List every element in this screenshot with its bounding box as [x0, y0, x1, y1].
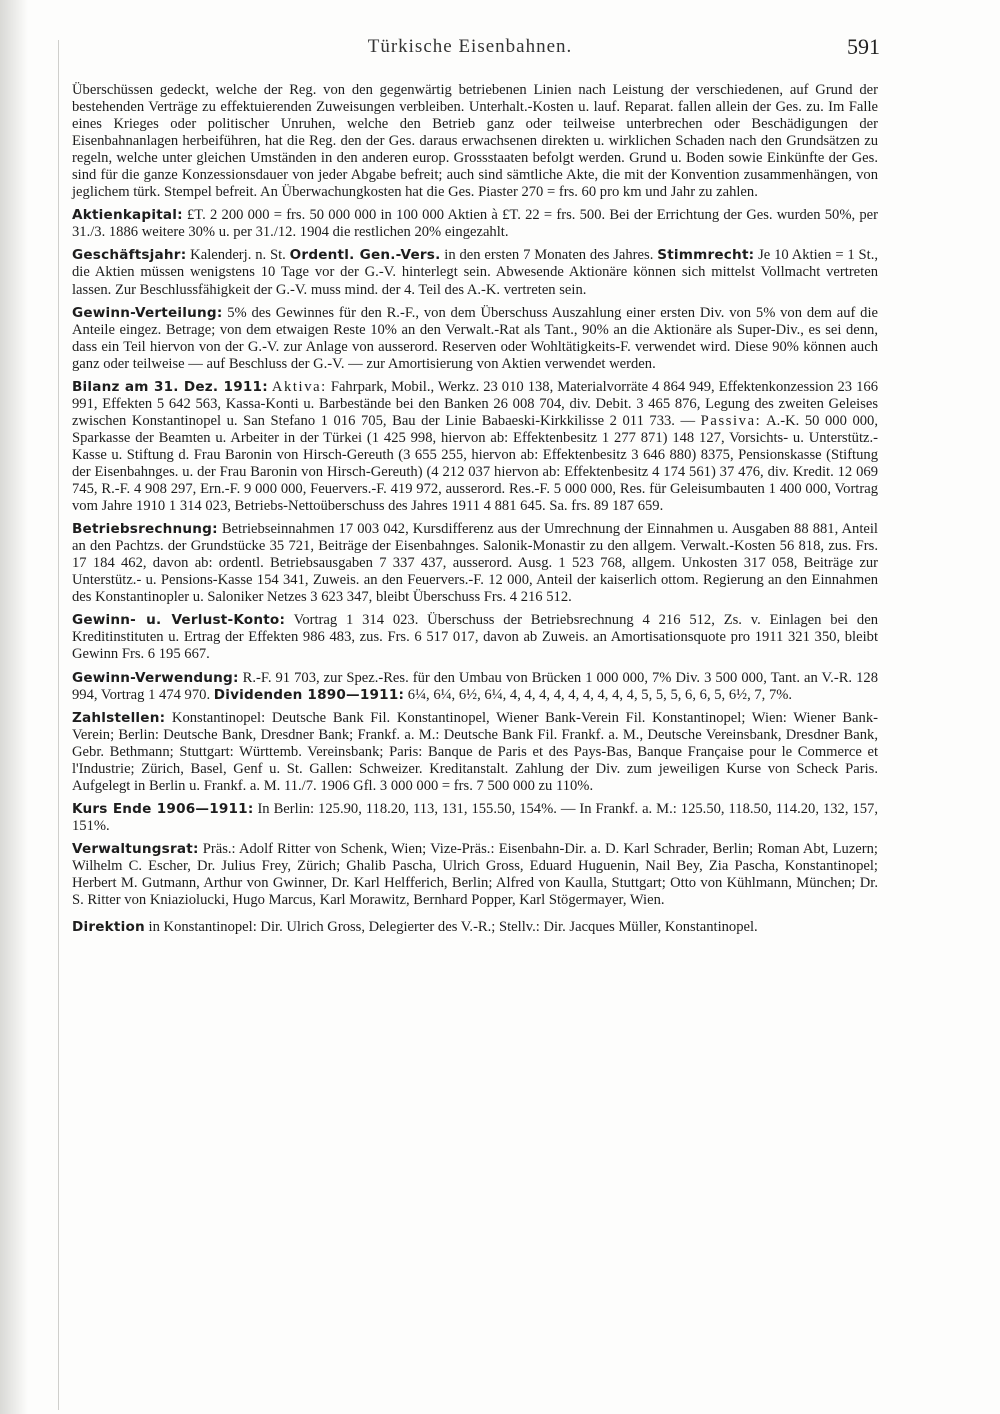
page-number: 591	[847, 34, 880, 59]
dividenden-text: 6¼, 6¼, 6½, 6¼, 4, 4, 4, 4, 4, 4, 4, 4, 4, 5, 5, 5, 6, 6, 5, 6½, 7, 7%.	[404, 686, 793, 703]
aktienkapital-label: Aktienkapital:	[72, 207, 183, 224]
gewinn-verlust-paragraph	[72, 612, 878, 663]
stimmrecht-label: Stimmrecht:	[657, 247, 755, 264]
bilanz-label: Bilanz am 31. Dez. 1911:	[72, 378, 268, 395]
betriebsrechnung-text: Betriebseinnahmen 17 003 042, Kursdifferenz aus der Umrechnung der Einnahmen u. Ausgaben 88 881, Anteil an den Pachtzs. der Grundstücke 35 721, Beiträge der Eisenbahnges. Salonik-Monastir zu den allgem. Verwalt.-Kosten 56 818, zus. Frs. 17 184 462, davon ab: ordentl. Betriebsausgaben 7 337 437, ausserord. Ausg. 1 523 768, allgem. Unkosten 317 058, Beiträge zur Unterstütz.- u. Pensions-Kasse 154 341, Zuweis. an den Feuervers.-F. 12 000, Anteil der kaiserlich ottom. Regierung an den Einnahmen des Konstantinopler u. Saloniker Netzes 3 623 347, bleibt Überschuss Frs. 4 216 512.	[72, 521, 878, 606]
zahlstellen-label: Zahlstellen:	[72, 709, 166, 726]
betriebsrechnung-paragraph	[72, 521, 878, 606]
gewinn-verteilung-text: 5% des Gewinnes für den R.-F., von dem Überschuss Auszahlung einer ersten Div. von 5% von dem auf die Anteile eingez. Betrage; von dem etwaigen Reste 10% an den Verwalt.-Rat als Tant., 90% an die Aktionäre als Super-Div., es sei denn, dass ein Teil hiervon von der G.-V. zur Anlage von ausserord. Reserven oder Wohltätigkeits-F. verwendet wird. Diese 90% können auch ganz oder teilweise — auf Beschluss der G.-V. — zur Amortisierung von Aktien verwendet werden.	[72, 304, 878, 372]
aktiva-text: Fahrpark, Mobil., Werkz. 23 010 138, Materialvorräte 4 864 949, Effektenkonzession 23 166 991, Effekten 5 642 563, Kassa-Konti u. Barbestände bei den Banken 26 008 704, div. Debit. 3 465 876, Legung des zweiten Geleises zwischen Konstantinopel u. San Stefano 1 016 705, Bau der Linie Babaeski-Kirkkilisse 2 011 733. —	[72, 378, 878, 429]
betriebsrechnung-label: Betriebsrechnung:	[72, 521, 218, 538]
gewinn-verwendung-paragraph	[72, 670, 878, 704]
kurs-label: Kurs Ende 1906—1911:	[72, 800, 254, 817]
verwaltungsrat-label: Verwaltungsrat:	[72, 840, 199, 857]
aktiva-label: Aktiva:	[271, 378, 327, 395]
intro-paragraph: Überschüssen gedeckt, welche der Reg. von den gegenwärtig betriebenen Linien nach Leistung der verschiedenen, auf Grund der bestehenden Verträge zu effektuierenden Zuweisungen verbleiben. Unterhalt.-Kosten u. lauf. Reparat. fallen allein der Ges. zu. Im Falle eines Krieges oder politischer Unruhen, welche den Betrieb ganz oder teilweise unterbrechen oder Beschädigungen der Eisenbahnanlagen herbeiführen, hat die Reg. den der Ges. daraus erwachsenen direkten u. wirklichen Schaden nach den Grundsätzen zu regeln, welche unter gleichen Umständen in den anderen europ. Grossstaaten befolgt werden. Grund u. Boden sowie Einkünfte der Ges. sind für die ganze Konzessionsdauer von jeder Abgabe befreit; auch sind sämtliche Akte, die mit der Konvention zusammenhängen, von jeglichem türk. Stempel befreit. An Überwachungkosten hat die Ges. Piaster 270 = frs. 60 pro km und Jahr zu zahlen.	[72, 82, 878, 201]
kurs-paragraph	[72, 801, 878, 835]
zahlstellen-text: Konstantinopel: Deutsche Bank Fil. Konstantinopel, Wiener Bank-Verein Fil. Konstantinopel; Wien: Wiener Bank-Verein; Berlin: Deutsche Bank, Dresdner Bank; Frankf. a. M.: Deutsche Bank Fil. Frankf. a. M., Deutsche Vereinsbank, Dresdner Bank, Gebr. Bethmann; Stuttgart: Württemb. Vereinsbank; Paris: Banque de Paris et des Pays-Bas, Banque Française pour le Commerce et l'Industrie; Zürich, Basel, Genf u. St. Gallen: Schweizer. Kreditanstalt. Zahlung der Div. zum jeweiligen Kurse von Scheck Paris. Aufgelegt in Berlin u. Frankf. a. M. 11./7. 1906 Gfl. 3 000 000 = frs. 7 500 000 zu 110%.	[72, 709, 878, 794]
dividenden-label: Dividenden 1890—1911:	[213, 686, 405, 703]
running-header	[60, 36, 880, 66]
gewinn-verlust-label: Gewinn- u. Verlust-Konto:	[72, 612, 286, 629]
aktienkapital-text: £T. 2 200 000 = frs. 50 000 000 in 100 000 Aktien à £T. 22 = frs. 500. Bei der Errichtung der Ges. wurden 50%, per 31./3. 1886 weitere 30% u. per 31./12. 1904 die restlichen 20% eingezahlt.	[72, 207, 878, 241]
zahlstellen-paragraph	[72, 710, 878, 795]
gewinn-verteilung-paragraph	[72, 305, 878, 373]
gen-vers-text: in den ersten 7 Monaten des Jahres.	[440, 247, 658, 264]
gewinn-verwendung-label: Gewinn-Verwendung:	[72, 669, 239, 686]
aktienkapital-paragraph	[72, 207, 878, 241]
direktion-paragraph	[72, 919, 878, 936]
geschaeftsjahr-label: Geschäftsjahr:	[72, 247, 187, 264]
page-fold-line	[58, 40, 59, 1410]
geschaeftsjahr-paragraph	[72, 247, 878, 298]
verwaltungsrat-paragraph	[72, 841, 878, 909]
passiva-text: A.-K. 50 000 000, Sparkasse der Beamten u. Arbeiter in der Türkei (1 425 998, hiervon ab: Effektenbesitz 1 277 871) 148 127, Vorsichts- u. Unterstütz.-Kasse u. Stiftung d. Frau Baronin von Hirsch-Gereuth (3 655 255, hiervon ab: Effektenbesitz 3 646 880) 8375, Pensionskasse (Stiftung der Eisenbahnges. u. der Frau Baronin von Hirsch-Gereuth) (4 212 037 hiervon ab: Effektenbesitz 4 174 561) 37 476, div. Kredit. 12 069 745, R.-F. 4 908 297, Ern.-F. 9 000 000, Feuervers.-F. 419 972, ausserord. Res.-F. 5 000 000, Res. für Geleisumbauten 1 400 000, Vortrag vom Jahre 1910 1 314 023, Betriebs-Nettoüberschuss des Jahres 1911 4 881 645. Sa. frs. 89 187 659.	[72, 412, 878, 515]
running-title: Türkische Eisenbahnen.	[367, 36, 573, 57]
direktion-text: in Konstantinopel: Dir. Ulrich Gross, Delegierter des V.-R.; Stellv.: Dir. Jacques Müller, Konstantinopel.	[144, 919, 758, 936]
verwaltungsrat-text: Präs.: Adolf Ritter von Schenk, Wien; Vize-Präs.: Eisenbahn-Dir. a. D. Karl Schrader, Berlin; Roman Abt, Luzern; Wilhelm C. Escher, Dr. Julius Frey, Zürich; Ghalib Pascha, Ulrich Gross, Eduard Huguenin, Nail Bey, Zia Pascha, Konstantinopel; Herbert M. Gutmann, Arthur von Gwinner, Dr. Karl Helfferich, Berlin; Alfred von Kaulla, Stuttgart; Otto von Kühlmann, München; Dr. S. Ritter von Kniaziolucki, Hugo Marcus, Karl Morawitz, Bernhard Popper, Karl Stögermayer, Wien.	[72, 840, 878, 909]
body-text	[72, 82, 878, 937]
gewinn-verwendung-text: R.-F. 91 703, zur Spez.-Res. für den Umbau von Brücken 1 000 000, 7% Div. 3 500 000, Tant. an V.-R. 128 994, Vortrag 1 474 970.	[72, 669, 878, 703]
stimmrecht-text: Je 10 Aktien = 1 St., die Aktien müssen wenigstens 10 Tage vor der G.-V. hinterlegt sein. Abwesende Aktionäre können sich mittelst Vollmacht vertreten lassen. Zur Beschlussfähigkeit der G.-V. muss mind. der 4. Teil des A.-K. vertreten sein.	[72, 247, 878, 298]
bilanz-paragraph	[72, 379, 878, 515]
book-spine-shadow	[0, 0, 28, 1414]
direktion-label: Direktion	[72, 919, 145, 936]
gewinn-verteilung-label: Gewinn-Verteilung:	[72, 304, 223, 321]
gewinn-verlust-text: Vortrag 1 314 023. Überschuss der Betriebsrechnung 4 216 512, Zs. v. Einlagen bei den Kreditinstituten u. Ertrag der Effekten 986 483, zus. Frs. 6 517 017, davon ab Zuweis. an Amortisationsquote pro 1911 321 350, bleibt Gewinn Frs. 6 195 667.	[72, 612, 878, 663]
geschaeftsjahr-text: Kalenderj. n. St.	[186, 247, 290, 264]
passiva-label: Passiva:	[700, 412, 762, 429]
gen-vers-label: Ordentl. Gen.-Vers.	[289, 247, 441, 264]
kurs-text: In Berlin: 125.90, 118.20, 113, 131, 155.50, 154%. — In Frankf. a. M.: 125.50, 118.50, 114.20, 132, 157, 151%.	[72, 800, 878, 834]
